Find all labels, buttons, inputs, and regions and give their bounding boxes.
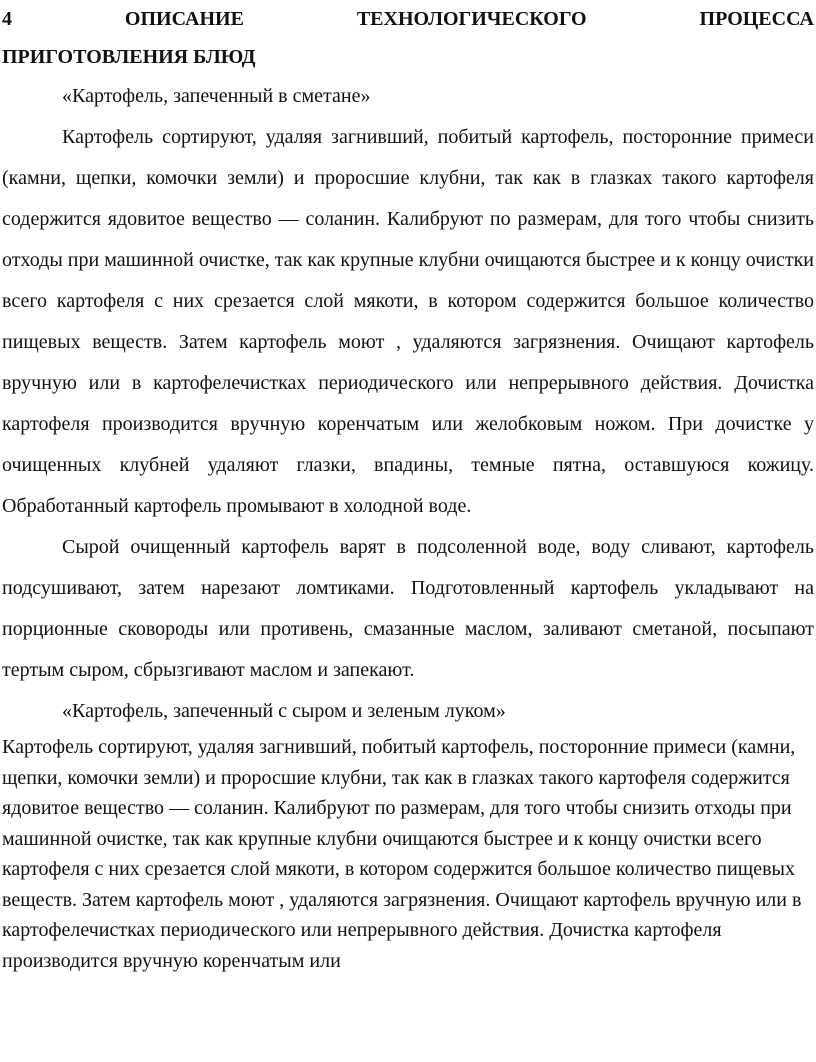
recipe1-title: «Картофель, запеченный в сметане» — [62, 85, 371, 107]
section-number: 4 — [2, 8, 12, 30]
section-heading — [2, 0, 814, 76]
section-heading-line1 — [2, 0, 814, 38]
section-heading-line2: ПРИГОТОВЛЕНИЯ БЛЮД — [2, 46, 256, 68]
recipe1-paragraph1: Картофель сортируют, удаляя загнивший, побитый картофель, посторонние примеси (камни, щепки, комочки земли) и проросшие клубни, так как в глазках такого картофеля содержится ядовитое вещество — соланин. Калибруют по размерам, для того чтобы снизить отходы при машинной очистке, так как крупные клубни очищаются быстрее и к концу очистки всего картофеля с них срезается слой мякоти, в котором содержится большое количество пищевых веществ. Затем картофель моют , удаляются загрязнения. Очищают картофель вручную или в картофелечистках периодического или непрерывного действия. Дочистка картофеля производится вручную коренчатым или желобковым ножом. При дочистке у очищенных клубней удаляют глазки, впадины, темные пятна, оставшуюся кожицу. Обработанный картофель промывают в холодной воде. — [2, 126, 814, 517]
recipe1-paragraph2: Сырой очищенный картофель варят в подсоленной воде, воду сливают, картофель подсушивают, затем нарезают ломтиками. Подготовленный картофель укладывают на порционные сковороды или противень, смазанные маслом, заливают сметаной, посыпают тертым сыром, сбрызгивают маслом и запекают. — [2, 536, 814, 681]
recipe2-title: «Картофель, запеченный с сыром и зеленым луком» — [62, 700, 506, 722]
heading-word-2: ТЕХНОЛОГИЧЕСКОГО — [356, 8, 587, 30]
recipe2-paragraph1: Картофель сортируют, удаляя загнивший, побитый картофель, посторонние примеси (камни, щепки, комочки земли) и проросшие клубни, так как в глазках такого картофеля содержится ядовитое вещество — соланин. Калибруют по размерам, для того чтобы снизить отходы при машинной очистке, так как крупные клубни очищаются быстрее и к концу очистки всего картофеля с них срезается слой мякоти, в котором содержится большое количество пищевых веществ. Затем картофель моют , удаляются загрязнения. Очищают картофель вручную или в картофелечистках периодического или непрерывного действия. Дочистка картофеля производится вручную коренчатым или — [2, 736, 802, 972]
heading-word-3: ПРОЦЕССА — [699, 8, 814, 30]
heading-word-1: ОПИСАНИЕ — [124, 8, 244, 30]
